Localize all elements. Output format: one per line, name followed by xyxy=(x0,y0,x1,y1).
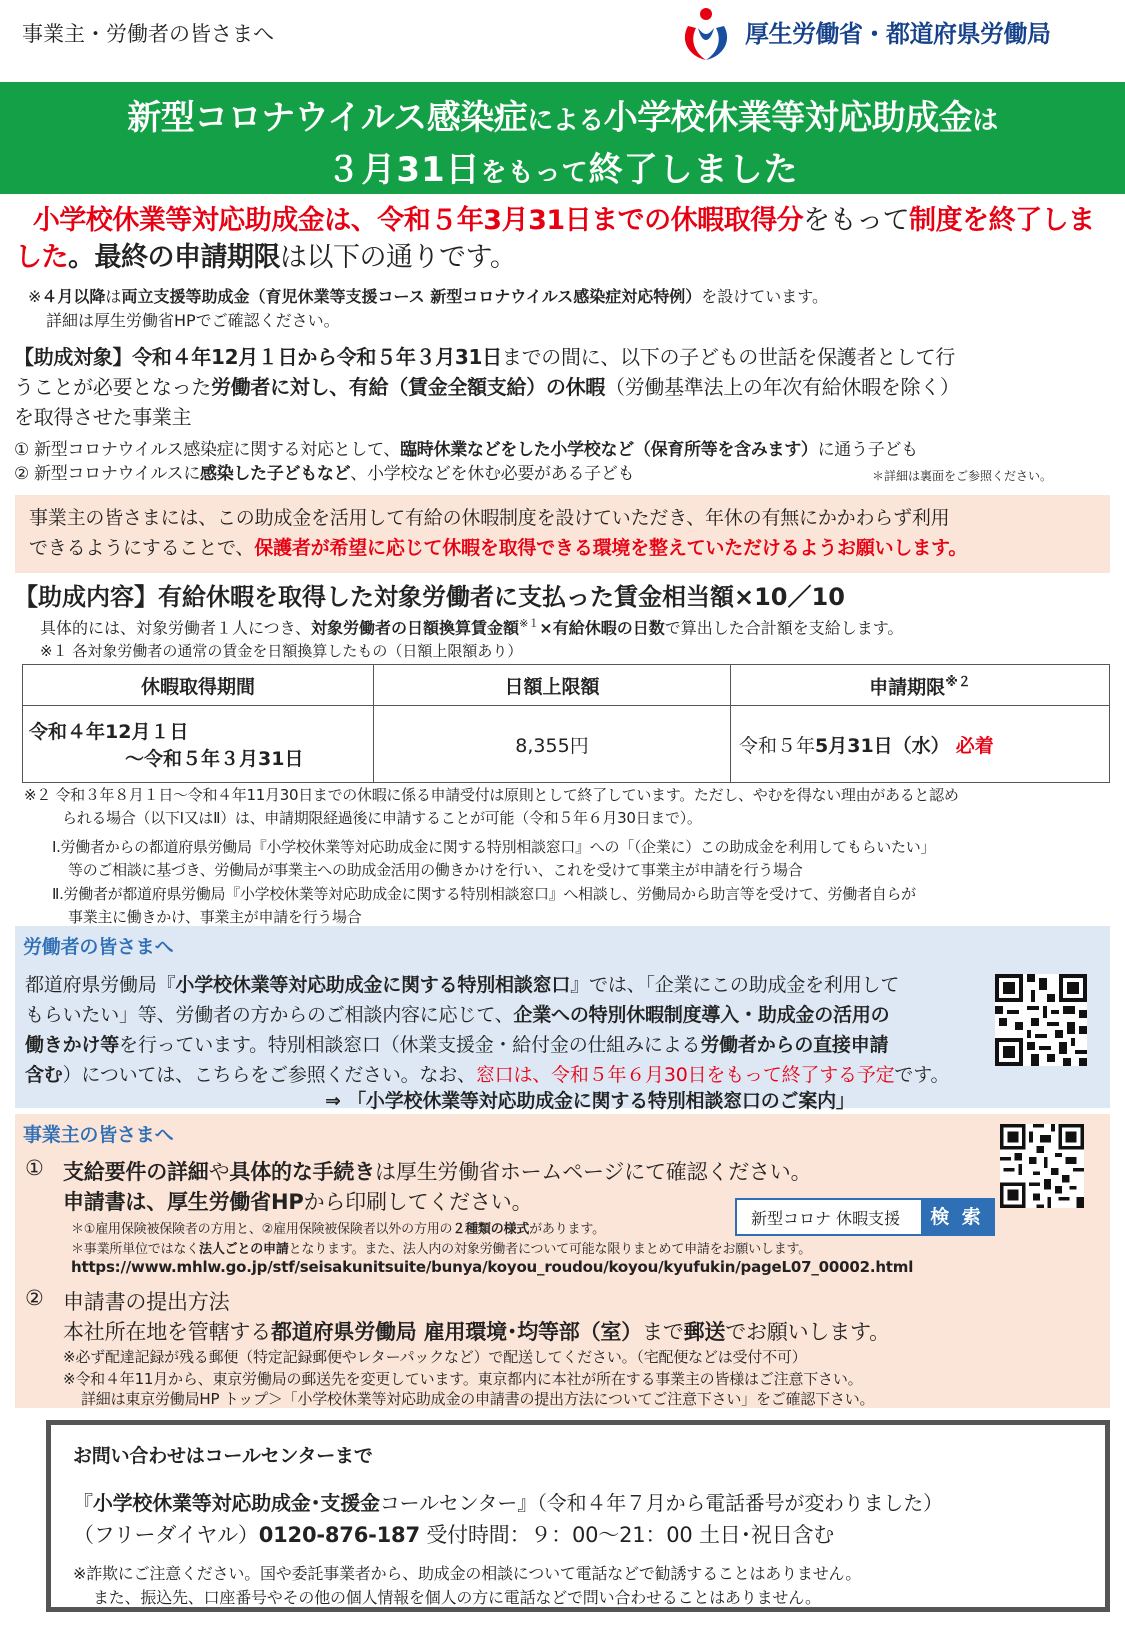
employer-text: 法人ごとの申請 xyxy=(199,1242,289,1257)
phone-number[interactable]: 0120-876-187 xyxy=(258,1523,420,1547)
note-text: は xyxy=(105,287,122,306)
banner-text: ３月31日 xyxy=(326,150,481,190)
target-text: 【助成対象】令和４年12月１日から令和５年３月31日 xyxy=(14,345,502,369)
qr-code-icon[interactable] xyxy=(995,974,1087,1066)
banner-text: 新型コロナウイルス感染症 xyxy=(127,98,528,138)
worker-text: を行っています。特別相談窓口（休業支援金・給付金の仕組みによる xyxy=(119,1034,701,1056)
organization-name: 厚生労働省・都道府県労働局 xyxy=(745,20,1051,48)
limits-table xyxy=(22,664,1110,783)
employer-note-2: ※令和４年11月から、東京労働局の郵送先を変更しています。東京都内に本社が所在する事業主の皆様はご注意下さい。 xyxy=(63,1370,863,1388)
lead-paragraph xyxy=(15,203,1105,276)
employer-text: 申請書は、厚生労働省HP xyxy=(63,1190,304,1214)
note2-line-5: Ⅱ.労働者が都道府県労働局『小学校休業等対応助成金に関する特別相談窓口』へ相談し、労働局から助言等を受けて、労働者自らが xyxy=(52,885,916,903)
call-line-1 xyxy=(73,1487,943,1516)
worker-text: 窓口は、令和５年６月30日をもって終了する予定 xyxy=(475,1064,895,1086)
title-banner xyxy=(0,82,1125,194)
table-text: 5月31日（水） xyxy=(815,734,950,757)
employer-text: ＊事業所単位ではなく xyxy=(71,1242,200,1257)
employer-request-line-1: 事業主の皆さまには、この助成金を活用して有給の休暇制度を設けていただき、年休の有無にかかわらず利用 xyxy=(29,507,950,529)
target-item-1 xyxy=(14,435,918,460)
employer-text: 具体的な手続き xyxy=(229,1160,376,1184)
employer-text: 都道府県労働局 雇用環境･均等部（室） xyxy=(271,1320,643,1344)
table-header-deadline xyxy=(731,665,1110,706)
content-detail xyxy=(40,615,903,638)
employer-sub-2 xyxy=(71,1238,811,1257)
content-text: 対象労働者の日額換算賃金額 xyxy=(311,618,520,638)
content-text: ※１ xyxy=(519,617,540,630)
employer-text: 本社所在地を管轄する xyxy=(63,1320,271,1344)
call-text: コールセンター』（令和４年７月から電話番号が変わりました） xyxy=(379,1491,943,1515)
employer-section xyxy=(15,1114,1110,1408)
worker-text: 働きかけ等 xyxy=(25,1034,120,1056)
target-line-1 xyxy=(14,341,955,370)
worker-line-2 xyxy=(25,1000,889,1027)
emp-text: できるようにすることで、 xyxy=(29,537,255,559)
target-text: 、小学校などを休む必要がある子ども xyxy=(350,464,635,484)
employer-text: ２種類の様式 xyxy=(452,1222,530,1237)
table-cell-period xyxy=(23,706,374,783)
call-text: 受付時間：９：00～21：00 土日･祝日含む xyxy=(419,1523,835,1547)
target-text: （労働基準法上の年次有給休暇を除く） xyxy=(605,375,960,399)
note2-line-2: られる場合（以下Ⅰ又はⅡ）は、申請期限経過後に申請することが可能（令和５年６月30日まで）。 xyxy=(62,809,702,827)
employer-text: から印刷してください。 xyxy=(303,1190,533,1214)
banner-text: 終了しました xyxy=(588,150,799,190)
target-text: ② 新型コロナウイルスに xyxy=(14,464,201,484)
call-line-2 xyxy=(73,1519,834,1549)
table-text: 申請期限 xyxy=(869,676,946,699)
target-text: 感染した子どもなど xyxy=(200,464,351,484)
mhlw-url-link[interactable]: https://www.mhlw.go.jp/stf/seisakunitsuite/bunya/koyou_roudou/koyou/kyufukin/pageL07_00002.html xyxy=(71,1258,914,1276)
employer-item-1b xyxy=(63,1186,532,1216)
mhlw-logo-icon xyxy=(678,6,734,62)
note-text: ４月以降 xyxy=(41,287,106,306)
table-text: 必着 xyxy=(955,734,994,757)
lead-text: 制度を終了しました xyxy=(15,205,1095,273)
content-note: ※１ 各対象労働者の通常の賃金を日額換算したもの（日額上限額あり） xyxy=(40,642,523,660)
note2-line-6: 事業主に働きかけ、事業主が申請を行う場合 xyxy=(68,908,362,926)
note2-line-3: Ⅰ.労働者からの都道府県労働局『小学校休業等対応助成金に関する特別相談窓口』への「（企業に）この助成金を利用してもらいたい」 xyxy=(52,838,936,856)
lead-text: をもって xyxy=(803,205,910,236)
employer-text: まで xyxy=(642,1320,684,1344)
employer-note-1: ※必ず配達記録が残る郵便（特定記録郵便やレターパックなど）で配送してください。（宅配便などは受付不可） xyxy=(63,1348,807,1366)
worker-text: 含む xyxy=(25,1064,63,1086)
search-button[interactable]: 検 索 xyxy=(921,1200,993,1234)
search-box[interactable] xyxy=(735,1198,995,1236)
item-number-2: ② xyxy=(25,1286,44,1310)
employer-text: ＊①雇用保険被保険者の方用と、②雇用保険被保険者以外の方用の xyxy=(71,1222,453,1237)
employer-text: は厚生労働省ホームページにて確認ください。 xyxy=(375,1160,812,1184)
employer-text: や xyxy=(208,1160,230,1184)
employer-sub-1 xyxy=(71,1218,605,1237)
note-text: 両立支援等助成金（育児休業等支援コース 新型コロナウイルス感染症対応特例） xyxy=(121,287,702,306)
table-text: 令和４年12月１日 xyxy=(29,721,189,743)
qr-code-icon[interactable] xyxy=(1000,1124,1084,1208)
note2-line-4: 等のご相談に基づき、労働局が事業主への助成金活用の働きかけを行い、これを受けて事業主が申請を行う場合 xyxy=(68,861,803,879)
call-text: （フリーダイヤル） xyxy=(73,1523,259,1547)
note2-line-1: ※２ 令和３年８月１日～令和４年11月30日までの休暇に係る申請受付は原則として終了しています。ただし、やむを得ない理由があると認め xyxy=(24,786,959,804)
table-row xyxy=(23,706,1110,783)
worker-line-3 xyxy=(25,1030,888,1057)
target-text: 臨時休業などをした小学校など（保育所等を含みます） xyxy=(400,440,818,460)
target-line-2 xyxy=(14,371,960,400)
content-text: で算出した合計額を支給します。 xyxy=(664,618,904,638)
worker-text: ）については、こちらをご参照ください。なお、 xyxy=(62,1064,476,1086)
employer-item-2: 申請書の提出方法 xyxy=(63,1290,230,1314)
call-text: 小学校休業等対応助成金･支援金 xyxy=(92,1491,380,1515)
lead-text: 小学校休業等対応助成金は、令和５年3月31日までの休暇取得分 xyxy=(32,205,804,236)
content-text: ×有給休暇の日数 xyxy=(539,618,665,638)
note-text: ※ xyxy=(28,287,42,306)
worker-text: 労働者からの直接申請 xyxy=(700,1034,889,1056)
banner-text: 小学校休業等対応助成金 xyxy=(603,98,973,138)
worker-section xyxy=(15,926,1110,1112)
banner-text: による xyxy=(527,106,604,136)
banner-text: をもって xyxy=(480,158,589,188)
worker-line-1 xyxy=(25,970,899,997)
employer-note-3: 詳細は東京労働局HP トップ＞「小学校休業等対応助成金の申請書の提出方法についてご注意下さい」をご確認下さい。 xyxy=(81,1390,875,1408)
table-cell-amount: 8,355円 xyxy=(374,706,731,783)
consultation-link[interactable]: ⇒ 「小学校休業等対応助成金に関する特別相談窓口のご案内」 xyxy=(325,1090,855,1112)
employer-item-2b xyxy=(63,1316,890,1346)
worker-title: 労働者の皆さまへ xyxy=(23,936,174,958)
employer-text: があります。 xyxy=(529,1222,605,1237)
employer-text: でお願いします。 xyxy=(725,1320,890,1344)
search-input[interactable]: 新型コロナ 休暇支援 xyxy=(751,1209,901,1228)
call-center-box xyxy=(46,1420,1110,1612)
banner-line-1 xyxy=(0,90,1125,139)
employer-title: 事業主の皆さまへ xyxy=(23,1124,174,1146)
worker-text: 都道府県労働局『 xyxy=(25,974,176,996)
table-cell-deadline xyxy=(731,706,1110,783)
employer-item-1 xyxy=(63,1156,811,1186)
employer-text: 支給要件の詳細 xyxy=(63,1160,209,1184)
worker-text: もらいたい」等、労働者の方からのご相談内容に応じて、 xyxy=(25,1004,514,1026)
target-line-3: を取得させた事業主 xyxy=(14,405,192,429)
audience-label: 事業主・労働者の皆さまへ xyxy=(22,22,274,46)
call-note-2: また、振込先、口座番号やその他の個人情報を個人の方に電話などで問い合わせることはありません。 xyxy=(93,1588,821,1607)
banner-line-2 xyxy=(0,142,1125,191)
table-header-period: 休暇取得期間 xyxy=(23,665,374,706)
table-text: ～令和５年３月31日 xyxy=(125,748,304,770)
call-text: 『 xyxy=(73,1491,93,1515)
note-text: を設けています。 xyxy=(701,287,828,306)
april-note xyxy=(28,284,828,307)
table-text: 令和５年 xyxy=(739,734,816,757)
worker-text: 小学校休業等対応助成金に関する特別相談窓口 xyxy=(175,974,571,996)
employer-request-box xyxy=(15,495,1110,573)
content-heading: 【助成内容】有給休暇を取得した対象労働者に支払った賃金相当額×10／10 xyxy=(14,583,845,611)
employer-request-line-2 xyxy=(29,533,967,560)
table-header-amount: 日額上限額 xyxy=(374,665,731,706)
target-text: 労働者に対し、有給（賃金全額支給）の休暇 xyxy=(211,375,605,399)
worker-line-4 xyxy=(25,1060,949,1087)
table-header-row xyxy=(23,665,1110,706)
banner-text: は xyxy=(972,106,998,136)
april-note-2: 詳細は厚生労働省HPでご確認ください。 xyxy=(46,311,340,330)
worker-text: 企業への特別休暇制度導入・助成金の活用の xyxy=(513,1004,890,1026)
worker-text: です。 xyxy=(894,1064,950,1086)
target-item-2 xyxy=(14,459,634,484)
worker-text: 』では、「企業にこの助成金を利用して xyxy=(570,974,900,996)
target-text: までの間に、以下の子どもの世話を保護者として行 xyxy=(501,345,955,369)
table-text: ※２ xyxy=(945,674,971,690)
content-text: 具体的には、対象労働者１人につき、 xyxy=(40,618,312,638)
lead-text: は以下の通りです。 xyxy=(280,241,517,273)
lead-text: 。最終の申請期限 xyxy=(68,241,280,273)
item-number-1: ① xyxy=(25,1156,44,1180)
target-text: ① 新型コロナウイルス感染症に関する対応として、 xyxy=(14,440,401,460)
detail-note: ＊詳細は裏面をご参照ください。 xyxy=(872,469,1053,483)
target-text: うことが必要となった xyxy=(14,375,211,399)
emp-text: 保護者が希望に応じて休暇を取得できる環境を整えていただけるようお願いします。 xyxy=(254,537,968,559)
employer-text: となります。また、法人内の対象労働者について可能な限りまとめて申請をお願いします。 xyxy=(288,1242,812,1257)
target-text: に通う子ども xyxy=(817,440,918,460)
call-note-1: ※詐欺にご注意ください。国や委託事業者から、助成金の相談について電話などで勧誘することはありません。 xyxy=(73,1564,862,1583)
employer-text: 郵送 xyxy=(683,1320,726,1344)
call-title: お問い合わせはコールセンターまで xyxy=(73,1445,373,1467)
